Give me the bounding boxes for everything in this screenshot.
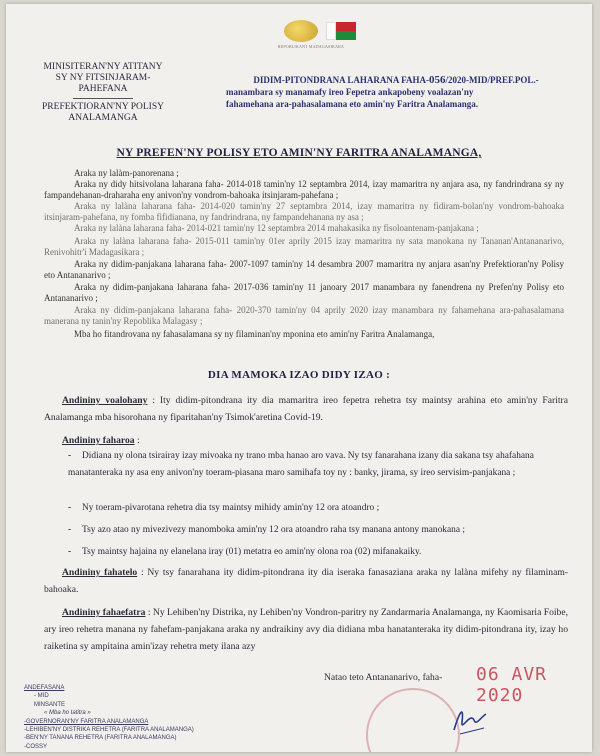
- distribution-item: - MID: [34, 693, 49, 700]
- article-title: Andininy faharoa: [62, 435, 135, 446]
- document-title: NY PREFEN'NY POLISY ETO AMIN'NY FARITRA ANALAMANGA,: [116, 147, 482, 159]
- reference-number: 056: [429, 74, 446, 86]
- consideration-item: Araka ny didim-panjakana laharana faha- 2020-370 tamin'ny 04 aprily 2020 izay manambara ny fahamehana ara-pahasalamana manerana ny tanin'ny Repoblika Malagasy ;: [44, 305, 564, 326]
- article-3: Andininy fahatelo : Ny tsy fanarahana ity didim-pitondrana ity dia iseraka fanasaziana araka ny lalàna mifehy ny filaminam-bahoaka.: [44, 567, 568, 595]
- date-stamp: 06 AVR 2020: [476, 664, 548, 706]
- distribution-item: -BEN'NY TANANA REHETRA (FARITRA ANALAMANGA): [24, 735, 177, 742]
- prefecture-line: PREFEKTIORAN'NY POLISY: [42, 102, 164, 112]
- distribution-list: [24, 684, 264, 751]
- distribution-item: MINSANTE: [34, 701, 66, 708]
- article-4: Andininy fahaefatra : Ny Lehiben'ny Distrika, ny Lehiben'ny Vondron-paritry ny Zandarmaria Analamanga, ny Kaomisaria Foibe, ary ireo rehetra manana ny fahefam-panjakana araka ny andraikiny avy dia didiana mba hanatanteraka ity didim-pitondrana ity, izay ho raiketina sy ampitaina amin'izay rehetra mety ilana azy: [44, 607, 568, 652]
- article-2-heading: Andininy faharoa :: [62, 435, 140, 446]
- consideration-item: Araka ny didy hitsivolana laharana faha- 2014-018 tamin'ny 12 septambra 2014, izay mamaritra ny anjara asa, ny fandrindrana sy ny fampandehanan-draharaha eny anivon'ny vondrom-bahoaka itsinjaram-pahefana ;: [44, 179, 564, 200]
- distribution-item: -COSSY: [24, 743, 48, 750]
- signature-icon: [446, 700, 496, 740]
- distribution-item: « Mba ho tatitra »: [44, 710, 91, 717]
- consideration-item: Araka ny lalàna laharana faha- 2014-021 tamin'ny 12 septambra 2014 mahakasika ny fisoloantenam-panjakana ;: [74, 223, 479, 233]
- reference-subject: manambara sy manamafy ireo Fepetra ankapobeny voalazan'ny: [226, 87, 474, 97]
- seal-icon: [284, 20, 318, 42]
- madagascar-flag-icon: [326, 22, 356, 40]
- decision-heading: DIA MAMOKA IZAO DIDY IZAO :: [207, 369, 391, 381]
- article-2-bullet: - Didiana ny olona tsirairay izay mivoaka ny trano mba hanao aro vava. Ny tsy fanarahana izany dia sakana tsy ahafahana manatanteraka ny asa eny anivon'ny toeram-piasana maro samihafa toy ny : banky, jirama, sy ireo servisim-panjakana ;: [68, 451, 534, 478]
- distribution-item: ANDEFASANA: [24, 685, 65, 691]
- consideration-item: Araka ny lalàna laharana faha- 2014-020 tamin'ny 27 septambra 2014, izay mamaritra ny fidiram-bolan'ny vondrom-bahoaka itsinjaram-pahefana, ny fomba fifidianana, ny fandrindrana, ny fampandehanana ny asa ;: [44, 201, 564, 222]
- distribution-item: -GOVERNORAN'NY FARITRA ANALAMANGA: [24, 718, 149, 725]
- article-title: Andininy fahatelo: [62, 567, 138, 578]
- header-divider: [73, 98, 133, 99]
- article-title: Andininy voalohany: [62, 395, 148, 406]
- article-2-bullet: - Tsy maintsy hajaina ny elanelana iray (01) metatra eo amin'ny olona roa (02) mifanakaiky.: [68, 547, 422, 557]
- consideration-item: Araka ny lalàna laharana faha- 2015-011 tamin'ny 01er aprily 2015 izay mamaritra ny sata manokana ny Tananan'Antananarivo, Renivohitr'i Madagasikara ;: [44, 236, 564, 257]
- signature-place: Natao teto Antananarivo, faha-: [324, 672, 443, 683]
- article-2-bullet: - Tsy azo atao ny mivezivezy manomboka amin'ny 12 ora atoandro raha tsy manana antony manokana ;: [68, 525, 465, 535]
- distribution-item: -LEHIBEN'NY DISTRIKA REHETRA (FARITRA ANALAMANGA): [24, 727, 194, 734]
- consideration-item: Mba ho fitandrovana ny fahasalamana sy ny filaminan'ny mponina eto amin'ny Faritra Analamanga,: [74, 329, 435, 339]
- article-2-bullet: - Ny toeram-pivarotana rehetra dia tsy maintsy mihidy amin'ny 12 ora atoandro ;: [68, 503, 380, 513]
- prefecture-line: ANALAMANGA: [68, 113, 138, 123]
- reference-subject: fahamehana ara-pahasalamana eto amin'ny Faritra Analamanga.: [226, 99, 479, 109]
- ministry-line: MINISITERAN'NY ATITANY: [43, 62, 163, 72]
- document-page: [6, 4, 592, 752]
- emblem-caption: REPOBLIKAN'I MADAGASIKARA: [277, 44, 345, 49]
- consideration-item: Araka ny didim-panjakana laharana faha- 2017-036 tamin'ny 11 janoary 2017 manambara ny fanendrena ny Prefen'ny Polisy eto Antananarivo ;: [44, 282, 564, 303]
- ministry-line: SY NY FITSINJARAM-: [55, 73, 151, 83]
- article-1: Andininy voalohany : Ity didim-pitondrana ity dia mamaritra ireo fepetra rehetra tsy maintsy arahina eto amin'ny Faritra Analamanga mba hisorohana ny fiparitahan'ny Tsimok'aretina Covid-19.: [44, 395, 568, 423]
- reference-line: DIDIM-PITONDRANA LAHARANA FAHA-056/2020-MID/PREF.POL.-: [253, 74, 539, 86]
- ministry-header: [28, 62, 178, 124]
- article-title: Andininy fahaefatra: [62, 607, 146, 618]
- consideration-item: Araka ny lalàm-panorenana ;: [74, 168, 179, 178]
- consideration-item: Araka ny didim-panjakana laharana faha- 2007-1097 tamin'ny 14 desambra 2007 mamaritra ny anjara asan'ny Prefektioran'ny Polisy eto Antananarivo ;: [44, 259, 564, 280]
- decree-reference: [216, 74, 576, 110]
- ministry-line: PAHEFANA: [78, 84, 128, 94]
